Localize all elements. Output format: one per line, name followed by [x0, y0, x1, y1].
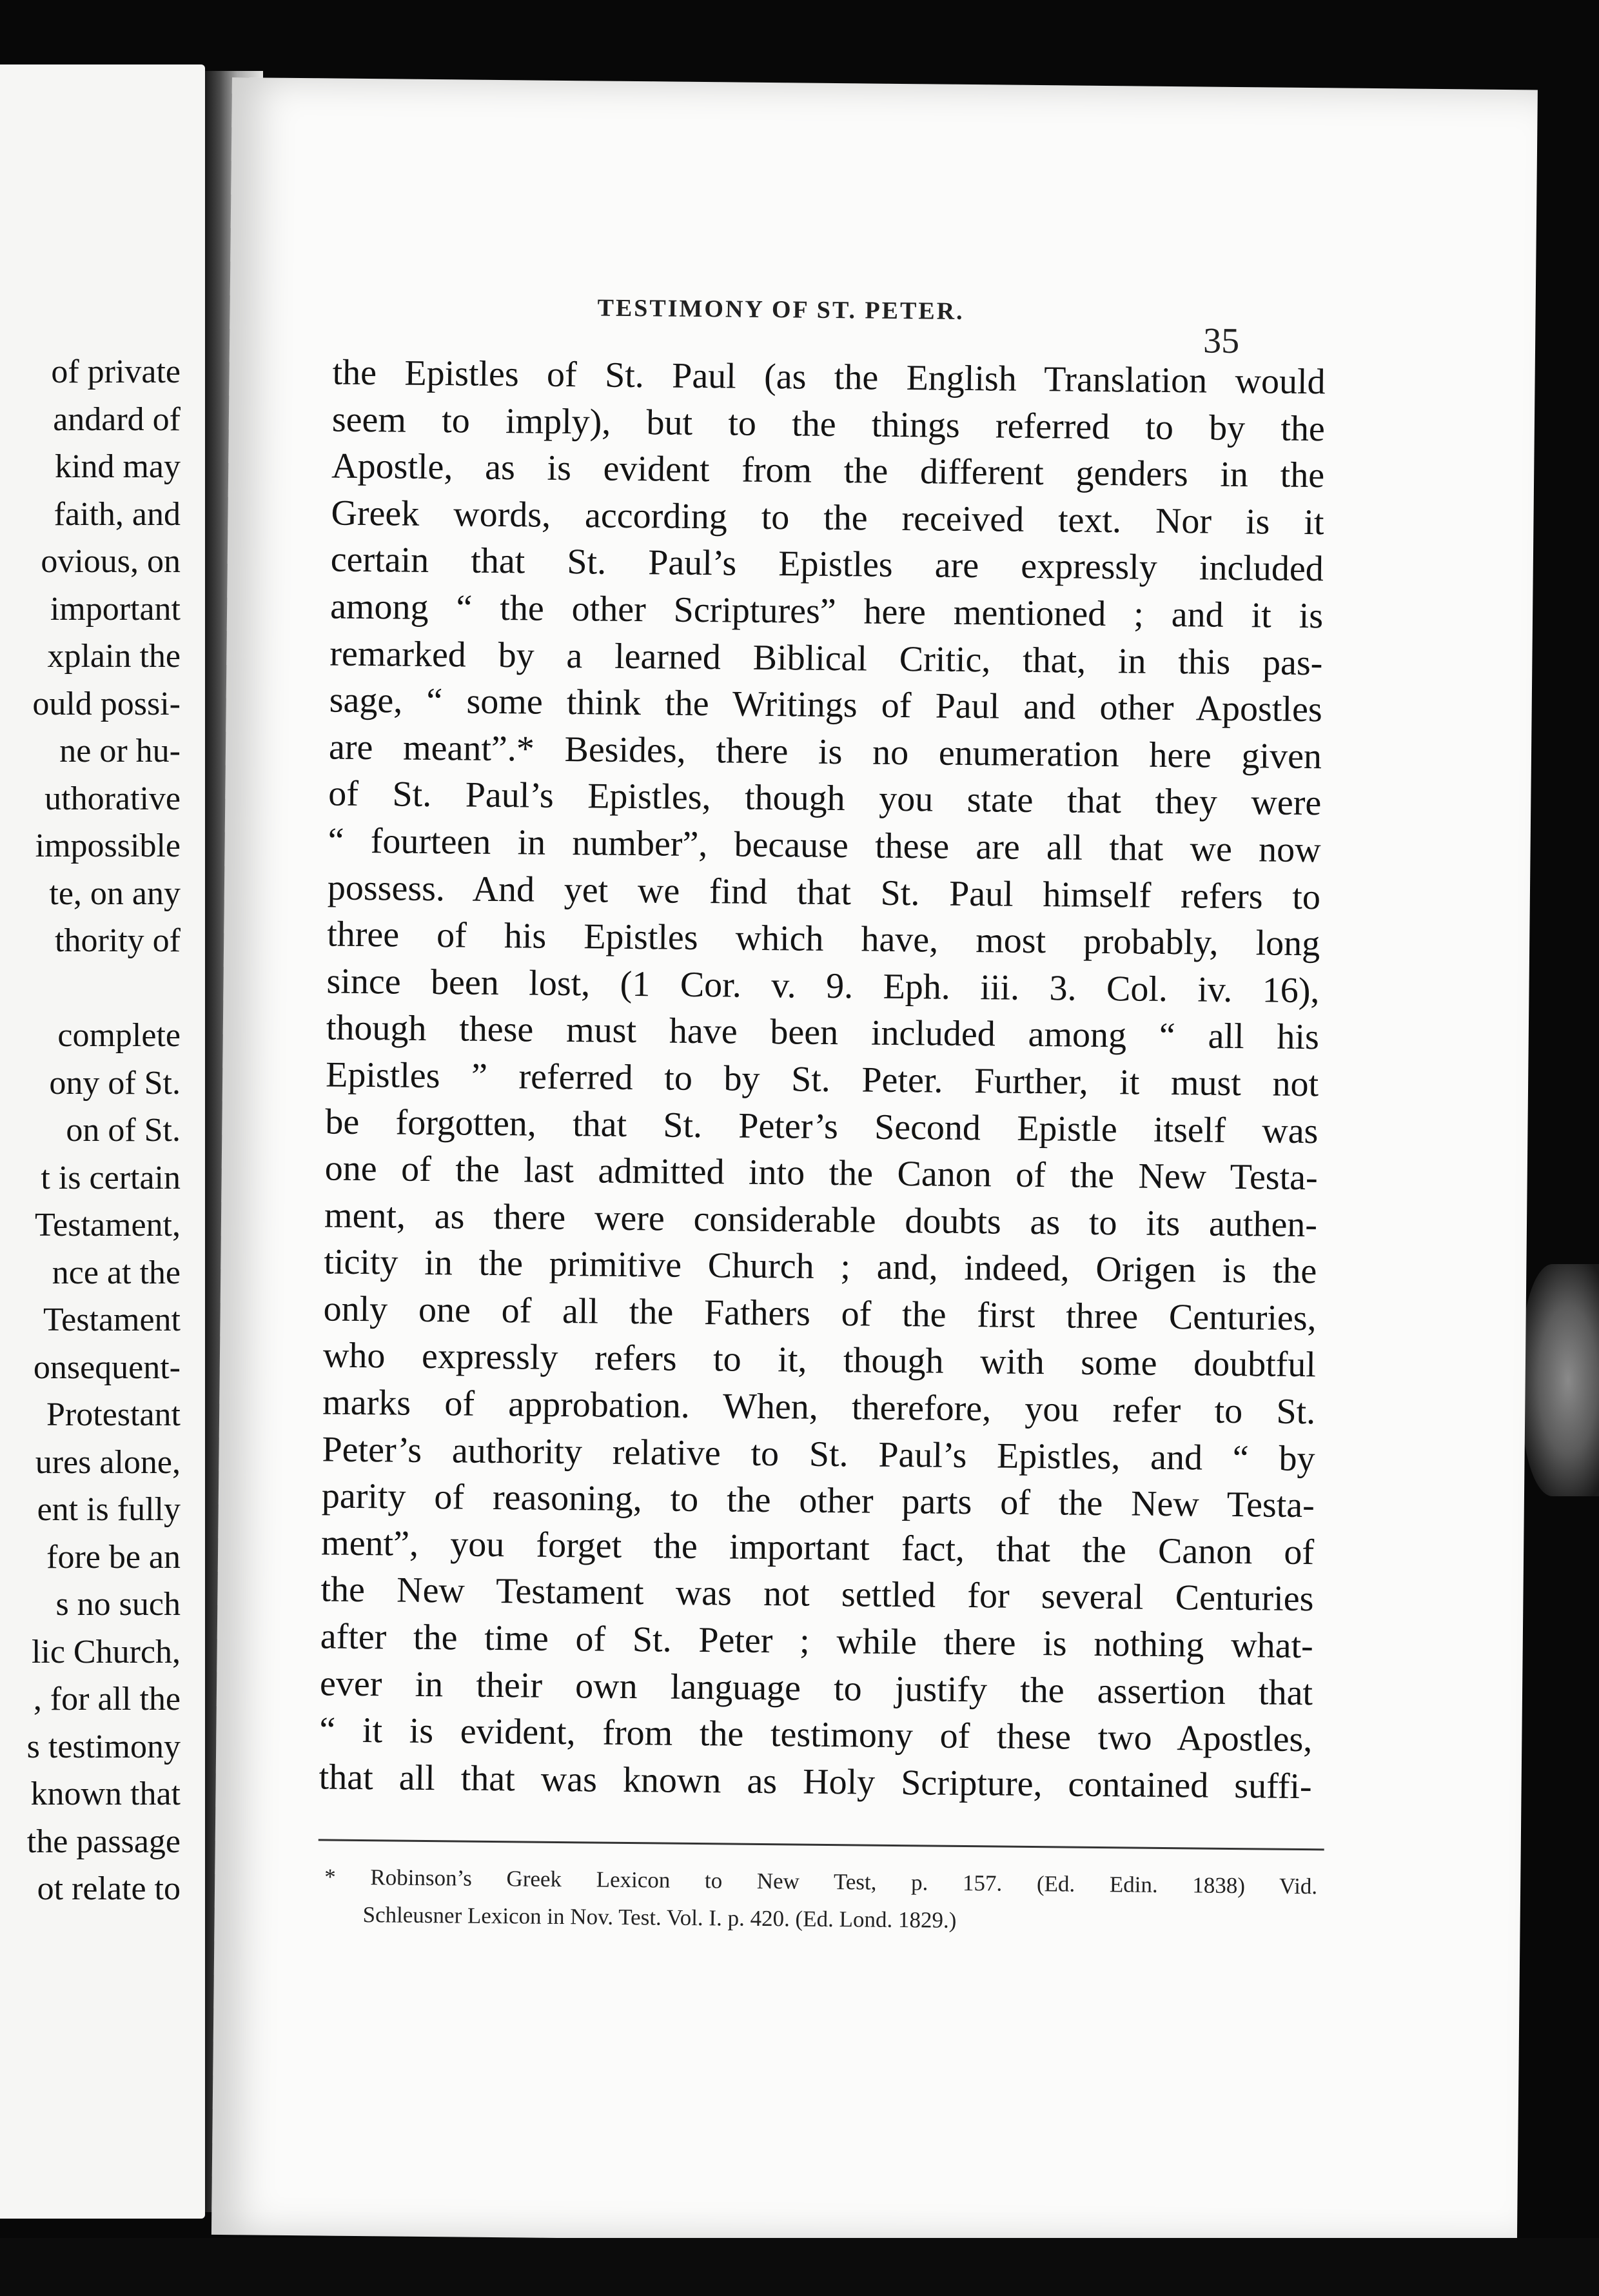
left-page-line: ony of St.: [49, 1064, 181, 1102]
text-line: the Epistles of St. Paul (as the English Translation would: [332, 352, 1326, 402]
text-line: who expressly refers to it, though with some doubtful: [322, 1335, 1317, 1385]
text-line: three of his Epistles which have, most probably, long: [326, 914, 1320, 964]
left-page-line: of private: [51, 353, 181, 390]
left-page-line: ne or hu-: [59, 733, 181, 769]
left-page-line: te, on any: [49, 875, 181, 912]
text-line: are meant”.* Besides, there is no enumeration here given: [328, 727, 1322, 777]
footnote: [324, 1859, 1317, 1943]
left-page-line: impossible: [35, 827, 181, 864]
text-line: seem to imply), but to the things referred to by the: [331, 399, 1326, 449]
left-page-line: s no such: [55, 1586, 181, 1623]
footnote-rule: [319, 1839, 1324, 1850]
left-page-line: complete: [57, 1017, 181, 1054]
text-line: possess. And yet we find that St. Paul himself refers to: [327, 867, 1321, 917]
scanner-edge-shadow: [1522, 1264, 1599, 1496]
left-page-line: onsequent-: [33, 1349, 181, 1386]
text-line: among “ the other Scriptures” here mentioned ; and it is: [329, 586, 1324, 637]
left-page-line: , for all the: [33, 1681, 181, 1717]
text-line: Peter’s authority relative to St. Paul’s Epistles, and “ by: [322, 1429, 1315, 1479]
footnote-line: Schleusner Lexicon in Nov. Test. Vol. I. p. 420. (Ed. Lond. 1829.): [362, 1902, 957, 1933]
right-page: [211, 77, 1538, 2247]
text-line: ment, as there were considerable doubts as to its authen-: [324, 1195, 1318, 1245]
text-line: “ it is evident, from the testimony of these two Apostles,: [319, 1710, 1313, 1760]
footnote-line: * Robinson’s Greek Lexicon to New Test, p. 157. (Ed. Edin. 1838) Vid.: [324, 1864, 1318, 1899]
left-page-line: s testimony: [26, 1728, 181, 1765]
left-page-line: faith, and: [54, 495, 181, 533]
text-line: ticity in the primitive Church ; and, indeed, Origen is the: [324, 1242, 1317, 1292]
left-page-line: ures alone,: [35, 1443, 181, 1481]
text-line: after the time of St. Peter ; while there is nothing what-: [320, 1616, 1314, 1667]
left-page-line: fore be an: [46, 1538, 181, 1576]
left-page: [0, 64, 205, 2219]
page-number: 35: [1202, 321, 1240, 362]
scan-background: [0, 2238, 1599, 2296]
left-page-line: ot relate to: [37, 1870, 181, 1907]
text-line: only one of all the Fathers of the first three Centuries,: [323, 1289, 1317, 1339]
text-line: Epistles ” referred to by St. Peter. Further, it must not: [325, 1054, 1319, 1105]
text-line: sage, “ some think the Writings of Paul and other Apostles: [329, 680, 1322, 730]
left-page-line: the passage: [26, 1823, 181, 1860]
left-page-line: andard of: [53, 401, 181, 438]
text-line: of St. Paul’s Epistles, though you state that they were: [328, 773, 1322, 824]
text-line: ever in their own language to justify the assertion that: [319, 1663, 1313, 1713]
left-page-line: thority of: [55, 922, 181, 959]
left-page-line: ovious, on: [41, 543, 181, 580]
text-line: Apostle, as is evident from the different genders in the: [331, 446, 1325, 496]
left-page-line: Protestant: [46, 1396, 181, 1433]
text-line: parity of reasoning, to the other parts of the New Testa-: [321, 1476, 1315, 1526]
text-line: ment”, you forget the important fact, that the Canon of: [320, 1523, 1315, 1573]
text-line: one of the last admitted into the Canon of the New Testa-: [324, 1148, 1318, 1198]
text-line: certain that St. Paul’s Epistles are expressly included: [330, 539, 1324, 589]
left-page-line: ent is fully: [37, 1491, 181, 1528]
body-text: [319, 350, 1326, 1810]
text-line: marks of approbation. When, therefore, you refer to St.: [322, 1382, 1316, 1432]
left-page-line: known that: [30, 1776, 181, 1812]
left-page-line: Testament: [43, 1301, 181, 1338]
left-page-line: xplain the: [47, 638, 181, 675]
left-page-line: ould possi-: [32, 685, 181, 722]
text-line: be forgotten, that St. Peter’s Second Epistle itself was: [325, 1101, 1319, 1151]
text-line: Greek words, according to the received text. Nor is it: [331, 493, 1324, 543]
left-page-line: on of St.: [66, 1112, 181, 1149]
left-page-line: lic Church,: [31, 1633, 181, 1670]
left-page-line: uthorative: [44, 780, 181, 817]
left-page-line: important: [50, 590, 181, 628]
left-page-line: t is certain: [41, 1159, 181, 1196]
text-line: that all that was known as Holy Scripture, contained suffi-: [319, 1757, 1312, 1807]
left-page-line: kind may: [55, 448, 181, 485]
left-page-line: nce at the: [52, 1254, 181, 1291]
text-line: “ fourteen in number”, because these are all that we now: [328, 820, 1321, 871]
text-line: remarked by a learned Biblical Critic, that, in this pas-: [329, 633, 1323, 683]
text-line: though these must have been included among “ all his: [326, 1007, 1320, 1058]
running-head: TESTIMONY OF ST. PETER.: [597, 294, 965, 325]
text-line: the New Testament was not settled for several Centuries: [320, 1569, 1314, 1619]
text-line: since been lost, (1 Cor. v. 9. Eph. iii. 3. Col. iv. 16),: [326, 961, 1320, 1011]
left-page-line: Testament,: [35, 1207, 181, 1243]
